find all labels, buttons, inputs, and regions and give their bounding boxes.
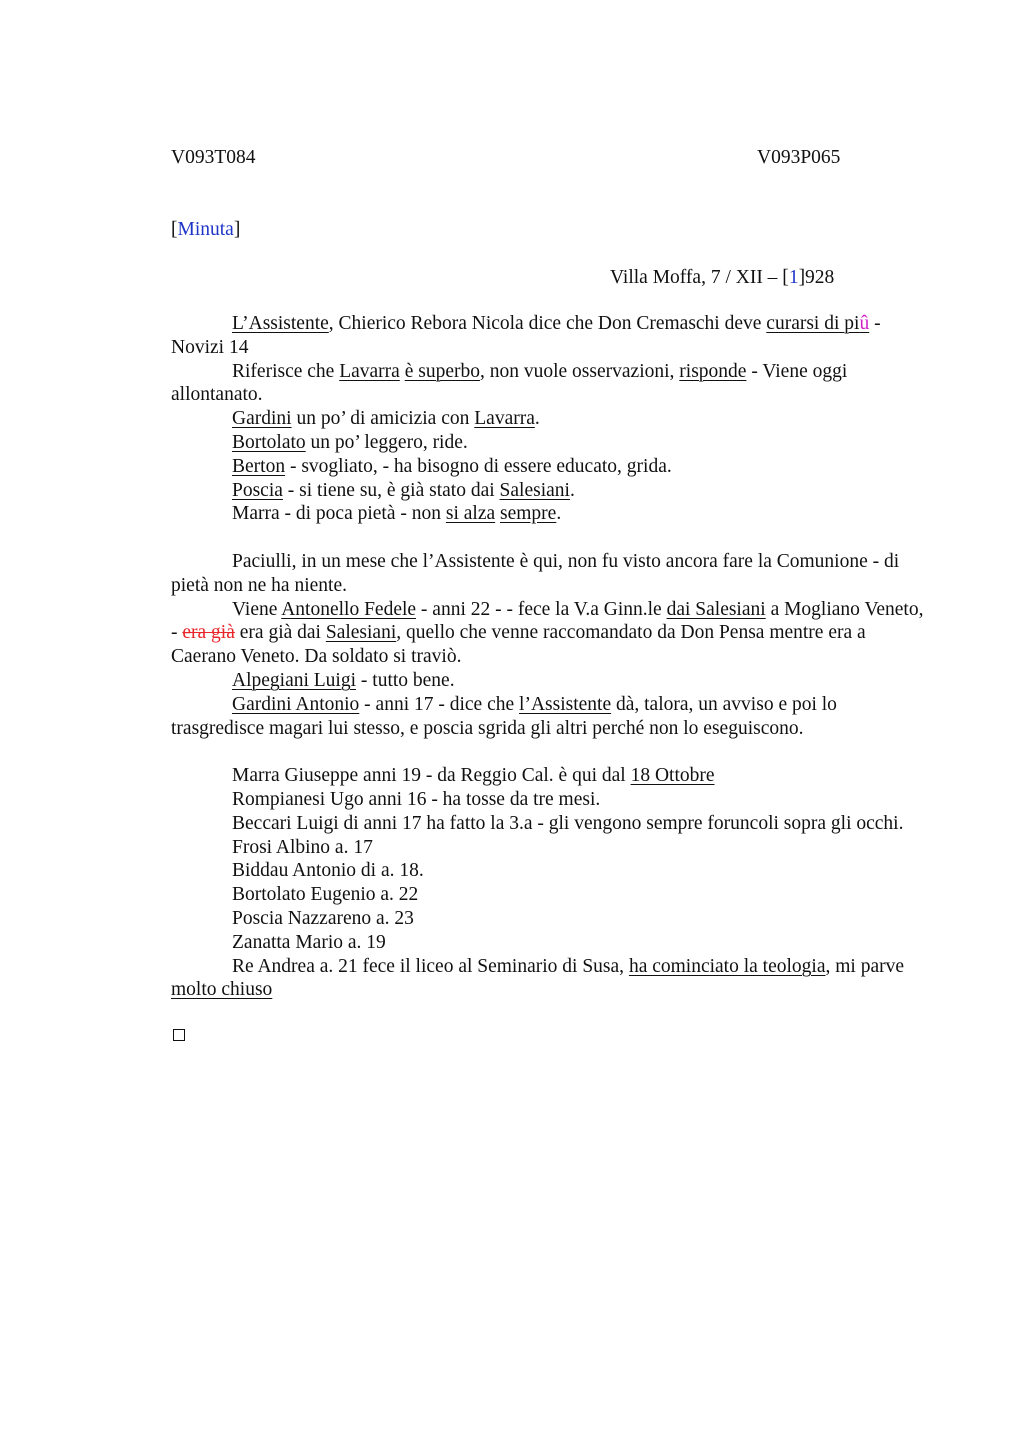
text-run: - anni 17 - dice che bbox=[359, 693, 520, 715]
header-right-code: V093P065 bbox=[757, 147, 841, 168]
paragraph bbox=[171, 455, 931, 479]
text-run: - svogliato, - ha bisogno di essere educato, grida. bbox=[285, 455, 672, 477]
text-run: - Viene oggi allontanato. bbox=[171, 360, 848, 406]
paragraph bbox=[171, 955, 931, 1003]
text-run: , quello che venne raccomandato da Don Pensa mentre era a Caerano Veneto. Da soldato si traviò. bbox=[171, 622, 866, 668]
text-run: Paciulli, in un mese che l’Assistente è qui, non fu visto ancora fare la Comunione - di pietà non ne ha niente. bbox=[171, 550, 900, 596]
underlined-phrase: molto chiuso bbox=[171, 979, 273, 1001]
underlined-phrase: Salesiani bbox=[499, 479, 570, 501]
underlined-phrase: si alza bbox=[445, 503, 496, 525]
text-run: Viene bbox=[232, 598, 282, 620]
text-run: - Novizi 14 bbox=[171, 313, 881, 358]
underlined-phrase: L’Assistente bbox=[232, 313, 329, 334]
text-run: . bbox=[534, 408, 540, 430]
dateline bbox=[610, 266, 834, 290]
paragraph bbox=[171, 812, 931, 836]
underlined-phrase: Gardini bbox=[232, 408, 292, 430]
text-run: Zanatta Mario a. 19 bbox=[232, 931, 386, 953]
paragraph bbox=[171, 907, 931, 931]
correction-mark: û bbox=[859, 313, 870, 334]
text-run: dà, talora, un avviso e poi lo trasgredisce magari lui stesso, e poscia sgrida gli altri perché non lo eseguiscono. bbox=[171, 693, 837, 739]
underlined-phrase: Lavarra bbox=[339, 360, 400, 382]
text-run: Bortolato Eugenio a. 22 bbox=[232, 884, 419, 906]
underlined-phrase: Antonello Fedele bbox=[281, 598, 417, 620]
paragraph bbox=[171, 407, 931, 431]
text-run: . bbox=[569, 479, 575, 501]
paragraph bbox=[171, 502, 931, 526]
letter-body bbox=[171, 312, 931, 1002]
text-run: - tutto bene. bbox=[356, 669, 455, 691]
paragraph bbox=[171, 312, 931, 360]
paragraph bbox=[171, 598, 931, 669]
dateline-prefix: Villa Moffa, 7 / XII – [ bbox=[610, 267, 789, 288]
underlined-phrase: è superbo bbox=[404, 360, 480, 382]
underlined-phrase: risponde bbox=[679, 360, 747, 382]
paragraph bbox=[171, 431, 931, 455]
text-run: un po’ di amicizia con bbox=[291, 408, 475, 430]
paragraph bbox=[171, 479, 931, 503]
paragraph bbox=[171, 764, 931, 788]
text-run: Marra - di poca pietà - non bbox=[232, 503, 446, 525]
minuta-label: Minuta bbox=[177, 219, 234, 240]
struck-out-text: era già bbox=[182, 622, 235, 644]
underlined-phrase: Alpegiani Luigi bbox=[232, 669, 357, 691]
paragraph bbox=[171, 360, 931, 408]
underlined-phrase: sempre bbox=[500, 503, 557, 525]
minuta-open-bracket: [ bbox=[171, 219, 178, 240]
paragraph-gap bbox=[171, 740, 931, 764]
text-run: Biddau Antonio di a. 18. bbox=[232, 860, 424, 882]
text-run: Poscia Nazzareno a. 23 bbox=[232, 907, 414, 929]
paragraph-gap bbox=[171, 526, 931, 550]
minuta-tag bbox=[171, 218, 240, 242]
text-run: era già dai bbox=[234, 622, 326, 644]
underlined-phrase: Gardini Antonio bbox=[232, 693, 360, 715]
underlined-phrase: ha cominciato la teologia bbox=[628, 955, 826, 977]
text-run: curarsi di pi bbox=[766, 313, 860, 334]
underlined-phrase: Poscia bbox=[232, 479, 283, 501]
text-run: , mi parve bbox=[825, 955, 905, 977]
paragraph bbox=[171, 788, 931, 812]
paragraph bbox=[171, 931, 931, 955]
text-run: - si tiene su, è già stato dai bbox=[282, 479, 500, 501]
text-run: un po’ leggero, ride. bbox=[305, 431, 468, 453]
paragraph bbox=[171, 836, 931, 860]
dateline-suffix: ]928 bbox=[798, 267, 835, 288]
text-run: Re Andrea a. 21 fece il liceo al Seminario di Susa, bbox=[232, 955, 629, 977]
underlined-phrase: dai Salesiani bbox=[666, 598, 766, 620]
text-run: Marra Giuseppe anni 19 - da Reggio Cal. è qui dal bbox=[232, 765, 631, 787]
paragraph bbox=[171, 669, 931, 693]
underlined-phrase: Berton bbox=[232, 455, 286, 477]
underlined-phrase: 18 Ottobre bbox=[630, 765, 715, 787]
underlined-phrase: l’Assistente bbox=[519, 693, 612, 715]
text-run: Beccari Luigi di anni 17 ha fatto la 3.a - gli vengono sempre foruncoli sopra gli occhi. bbox=[232, 812, 904, 834]
text-run: a Mogliano Veneto, - bbox=[171, 598, 924, 644]
underlined-phrase: Salesiani bbox=[325, 622, 397, 644]
underlined-phrase: Bortolato bbox=[232, 431, 306, 453]
paragraph bbox=[171, 550, 931, 598]
text-run: Rompianesi Ugo anni 16 - ha tosse da tre mesi. bbox=[232, 788, 601, 810]
text-run: . bbox=[556, 503, 562, 525]
paragraph bbox=[171, 693, 931, 741]
underlined-phrase: Lavarra bbox=[474, 408, 535, 430]
text-run: Riferisce che bbox=[232, 360, 340, 382]
text-run: Frosi Albino a. 17 bbox=[232, 836, 373, 858]
text-run: , non vuole osservazioni, bbox=[479, 360, 680, 382]
header-left-code: V093T084 bbox=[171, 147, 256, 168]
dateline-digit: 1 bbox=[788, 267, 799, 288]
underlined-phrase bbox=[766, 313, 869, 334]
paragraph bbox=[171, 859, 931, 883]
text-run: , Chierico Rebora Nicola dice che Don Cremaschi deve bbox=[328, 313, 767, 334]
paragraph bbox=[171, 883, 931, 907]
text-run: - anni 22 - - fece la V.a Ginn.le bbox=[416, 598, 667, 620]
minuta-close-bracket: ] bbox=[233, 219, 241, 240]
end-box-icon bbox=[173, 1029, 185, 1041]
